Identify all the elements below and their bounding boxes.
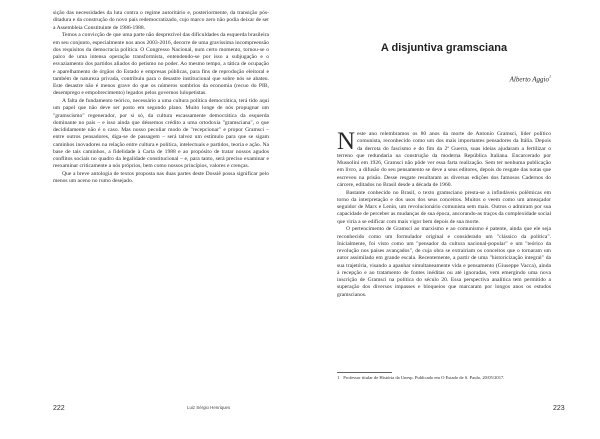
paragraph bbox=[337, 128, 551, 189]
paragraph: sição das necessidades da luta contra o regime autoritário e, posteriormente, da transição pós-ditadura e da construção do novo país redemocratizado, cujo marco zero não podia deixar de ser a Assembleia Constituinte de 1986-1988. bbox=[53, 10, 269, 31]
paragraph-text: este ano relembramos os 80 anos da morte de Antonio Gramsci, líder político comunista, reconhecido como um dos mais importantes pensadores da Itália. Depois da derrota do fascismo e do fim da 2ª Guerra, suas ideias ajudaram a fertilizar o terreno que redundaria na construção da moderna República Italiana. Encarcerado por Mussolini em 1926, Gramsci não pôde ver essa farta realização. Sem ter nenhuma publicação em livro, a difusão do seu pensamento se deve a seus editores, depois do resgate das notas que escreveu na prisão. Desse resgate resultaram as diversas edições dos famosos Cadernos do cárcere, editados no Brasil desde a década de 1960. bbox=[337, 131, 551, 188]
left-page-body bbox=[53, 10, 269, 186]
right-page-body bbox=[337, 128, 551, 299]
running-head: Luiz Sérgio Henriques bbox=[187, 405, 231, 410]
page-number: 222 bbox=[53, 405, 65, 412]
paragraph: O pertencimento de Gramsci ao marxismo e ao comunismo é patente, ainda que ele seja reconhecido como um formulador original e considerado um "clássico da política". Inicialmente, foi visto como um "pensador da cultura nacional-popular" e um "teórico da revolução nos países avançados", de cuja obra se extrairiam os conceitos que o tornaram um autor assimilado em grande escala. Recentemente, a partir de uma "historicização integral" da sua trajetória, visando a apanhar simultaneamente vida e pensamento (Giuseppe Vacca), ainda à recepção e ao tratamento de fontes inéditas ou até ignoradas, vem emergindo uma nova inscrição de Gramsci na política do século 20. Essa perspectiva analítica tem permitido a superação dos diversos impasses e bloqueios que marcaram por longos anos os estudos gramscianos. bbox=[337, 226, 551, 298]
chapter-title: A disjuntiva gramsciana bbox=[380, 42, 508, 54]
right-page bbox=[300, 0, 600, 439]
paragraph: Bastante conhecido no Brasil, o texto gramsciano presta-se a infindáveis polêmicas em torno da interpretação e dos usos dos seus conceitos. Muitos o veem como um ameaçador seguidor de Marx e Lenin, um revolucionário comunista sem mais. Outros o admiram por sua capacidade de perceber as mudanças de sua época, ancorando-as traços da complexidade social que viria a se edificar com mais vigor bem depois de sua morte. bbox=[337, 189, 551, 225]
footnote-text: Professor titular de História da Unesp. Publicado em O Estado de S. Paulo, 20/05/2017. bbox=[343, 375, 505, 380]
footnote bbox=[337, 375, 551, 381]
paragraph: Temos a convicção de que uma parte não desprezível das dificuldades da esquerda brasileira em seu conjunto, especialmente nos anos 2003-2016, decorre de uma gravíssima incompreensão dos requisitos da democracia política. O Congresso Nacional, num certo momento, tornou-se o palco de uma intensa operação transformista, entendendo-se por isso a subjugação e o esvaziamento dos partidos aliados do petismo no poder. Ao mesmo tempo, a tática de ocupação e aparelhamento de órgãos do Estado e empresas públicas, para fins de reprodução eleitoral e também de natureza privada, contribuiu para o desastre institucional que sobre nós se abateu. Este desastre não é menos grave do que os números sombrios da economia (recuo do PIB, desemprego e empobrecimento) legados pelos governos lulopetistas. bbox=[53, 32, 269, 97]
footnote-marker[interactable]: 1 bbox=[549, 74, 551, 79]
page-number: 223 bbox=[553, 405, 565, 412]
footnote-number: 1 bbox=[337, 375, 340, 380]
footnote-rule bbox=[337, 372, 392, 373]
author-byline bbox=[510, 74, 551, 83]
drop-cap: N bbox=[337, 128, 356, 155]
paragraph: Que a breve antologia de textos proposta nas duas partes deste Dossiê possa significar pelo menos um aceno no rumo desejado. bbox=[53, 171, 269, 185]
paragraph: A falta de fundamento teórico, necessário a uma cultura política democrática, terá tido aqui um papel que não deve ser posto em segundo plano. Muito longe de nós propugnar um "gramscismo" regenerador, por si só, da cultura escassamente democrática da esquerda dominante no país – e isso ainda que déssemos crédito a uma ortodoxia "gramsciana", o que decididamente não é o caso. Mas nosso peculiar modo de "recepcionar" e propor Gramsci – entre outros pensadores, diga-se de passagem – será talvez um estímulo para que se sigam caminhos inovadores na relação entre cultura e política, intelectuais e partidos, teoria e ação. Na base de tais caminhos, a fidelidade à Carta de 1988 e ao propósito de tratar nossos agudos conflitos sociais no quadro da legalidade constitucional – e, para tanto, será preciso examinar e reexaminar criticamente a nós próprios, bem como nossos princípios, valores e crenças. bbox=[53, 98, 269, 170]
author-name: Alberto Aggio bbox=[509, 75, 549, 84]
